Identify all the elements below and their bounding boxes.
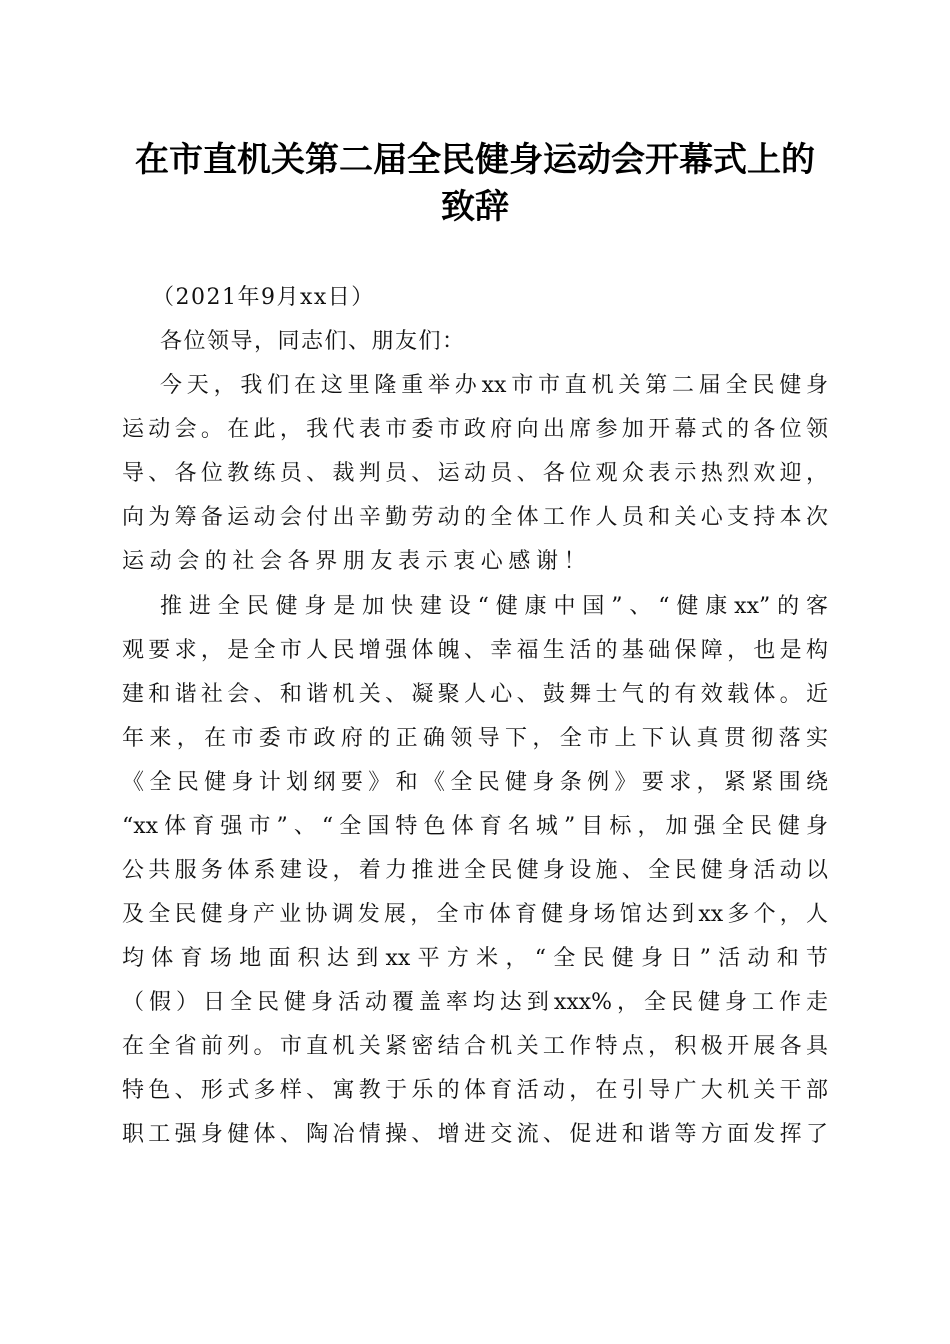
paragraph-2-line: 特色、形式多样、寓教于乐的体育活动，在引导广大机关干部 [122,1078,828,1103]
paragraph-2-line: 建和谐社会、和谐机关、凝聚人心、鼓舞士气的有效载体。近 [122,682,828,707]
document-title-line-1: 在市直机关第二届全民健身运动会开幕式上的 [135,140,815,180]
paragraph-2-line: 在全省前列。市直机关紧密结合机关工作特点，积极开展各具 [122,1034,828,1059]
paragraph-2-line: 均体育场地面积达到xx平方米，“全民健身日”活动和节 [122,946,828,971]
paragraph-2-line: “xx体育强市”、“全国特色体育名城”目标，加强全民健身 [122,814,828,839]
paragraph-2-line: 推进全民健身是加快建设“健康中国”、“健康xx”的客 [160,594,828,619]
paragraph-2-line: 年来，在市委市政府的正确领导下，全市上下认真贯彻落实 [122,726,828,751]
document-date: （2021年9月xx日） [152,285,375,310]
paragraph-1-line: 向为筹备运动会付出辛勤劳动的全体工作人员和关心支持本次 [122,505,828,530]
paragraph-1-line: 运动会。在此，我代表市委市政府向出席参加开幕式的各位领 [122,417,828,442]
paragraph-2-line: 及全民健身产业协调发展，全市体育健身场馆达到xx多个，人 [122,902,828,927]
paragraph-2-line: （假）日全民健身活动覆盖率均达到xxx%，全民健身工作走 [122,990,828,1015]
paragraph-1-line: 运动会的社会各界朋友表示衷心感谢！ [122,549,592,574]
paragraph-2-line: 《全民健身计划纲要》和《全民健身条例》要求，紧紧围绕 [122,770,828,795]
paragraph-2-line: 职工强身健体、陶冶情操、增进交流、促进和谐等方面发挥了 [122,1122,828,1147]
document-title-line-2: 致辞 [441,187,509,227]
paragraph-2-line: 公共服务体系建设，着力推进全民健身设施、全民健身活动以 [122,858,828,883]
paragraph-2-line: 观要求，是全市人民增强体魄、幸福生活的基础保障，也是构 [122,638,828,663]
paragraph-1-line: 导、各位教练员、裁判员、运动员、各位观众表示热烈欢迎， [122,461,828,486]
paragraph-1-line: 今天，我们在这里隆重举办xx市市直机关第二届全民健身 [160,373,828,398]
salutation: 各位领导，同志们、朋友们： [160,329,466,354]
